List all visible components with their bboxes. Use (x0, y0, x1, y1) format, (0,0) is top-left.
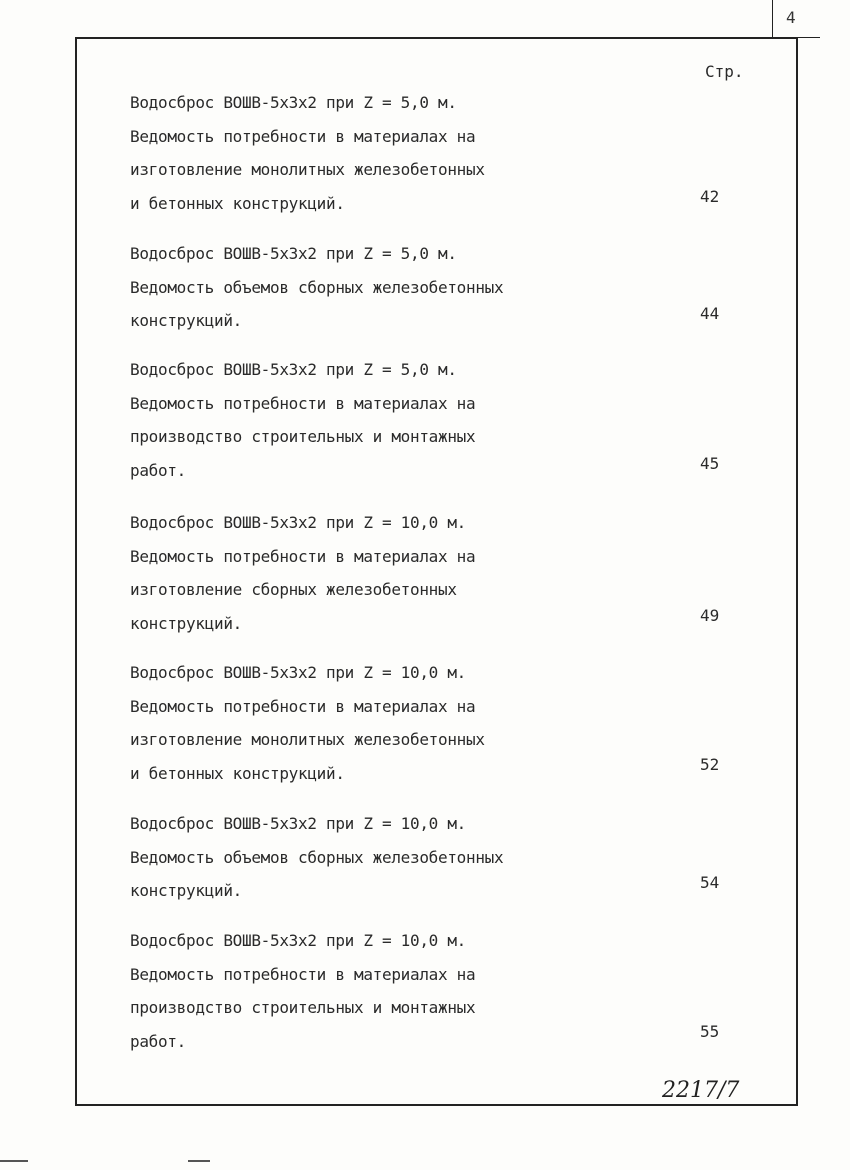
entry-line: работ. (130, 460, 186, 480)
toc-entry (130, 237, 750, 338)
entry-line: изготовление сборных железобетонных (130, 580, 457, 599)
entry-page-number: 52 (700, 755, 720, 774)
entry-line: Ведомость потребности в материалах на (130, 546, 476, 566)
entry-line: Ведомость потребности в материалах на (130, 964, 476, 984)
entry-line: и бетонных конструкций. (130, 763, 345, 783)
toc-entry (130, 353, 750, 487)
entry-title: Водосброс ВОШВ-5х3х2 при Z = 5,0 м. (130, 93, 457, 112)
entry-line: и бетонных конструкций. (130, 193, 345, 213)
entry-title: Водосброс ВОШВ-5х3х2 при Z = 10,0 м. (130, 814, 466, 833)
entry-line: Ведомость потребности в материалах на (130, 393, 476, 413)
entry-line: Ведомость потребности в материалах на (130, 126, 476, 146)
entry-page-number: 54 (700, 873, 720, 892)
handwritten-signature-number: 2217/7 (662, 1078, 740, 1103)
entry-line: конструкций. (130, 881, 242, 900)
toc-entry (130, 506, 750, 640)
entry-page-number: 55 (700, 1022, 720, 1041)
entry-title: Водосброс ВОШВ-5х3х2 при Z = 10,0 м. (130, 513, 466, 532)
entry-line: изготовление монолитных железобетонных (130, 730, 485, 749)
entry-line: конструкций. (130, 311, 242, 330)
corner-stamp-vertical-line (772, 0, 773, 38)
entry-line: производство строительных и монтажных (130, 998, 476, 1017)
scan-edge-mark (0, 1160, 28, 1162)
entry-title: Водосброс ВОШВ-5х3х2 при Z = 10,0 м. (130, 931, 466, 950)
toc-entry (130, 924, 750, 1058)
entry-page-number: 45 (700, 454, 720, 473)
entry-title: Водосброс ВОШВ-5х3х2 при Z = 5,0 м. (130, 244, 457, 263)
entry-page-number: 44 (700, 304, 720, 323)
toc-entry (130, 86, 750, 220)
entry-line: Ведомость объемов сборных железобетонных (130, 277, 504, 297)
entry-line: конструкций. (130, 613, 242, 633)
entry-line: работ. (130, 1031, 186, 1051)
entry-line: Ведомость объемов сборных железобетонных (130, 847, 504, 867)
entry-title: Водосброс ВОШВ-5х3х2 при Z = 10,0 м. (130, 663, 466, 682)
entry-title: Водосброс ВОШВ-5х3х2 при Z = 5,0 м. (130, 360, 457, 379)
entry-page-number: 49 (700, 606, 720, 625)
entry-page-number: 42 (700, 187, 720, 206)
entry-line: производство строительных и монтажных (130, 427, 476, 446)
entry-line: Ведомость потребности в материалах на (130, 696, 476, 716)
page-column-header: Стр. (705, 62, 744, 81)
scan-edge-mark (188, 1160, 210, 1162)
entry-line: изготовление монолитных железобетонных (130, 160, 485, 179)
page-number: 4 (786, 8, 796, 27)
toc-entry (130, 807, 750, 908)
toc-entry (130, 656, 750, 790)
